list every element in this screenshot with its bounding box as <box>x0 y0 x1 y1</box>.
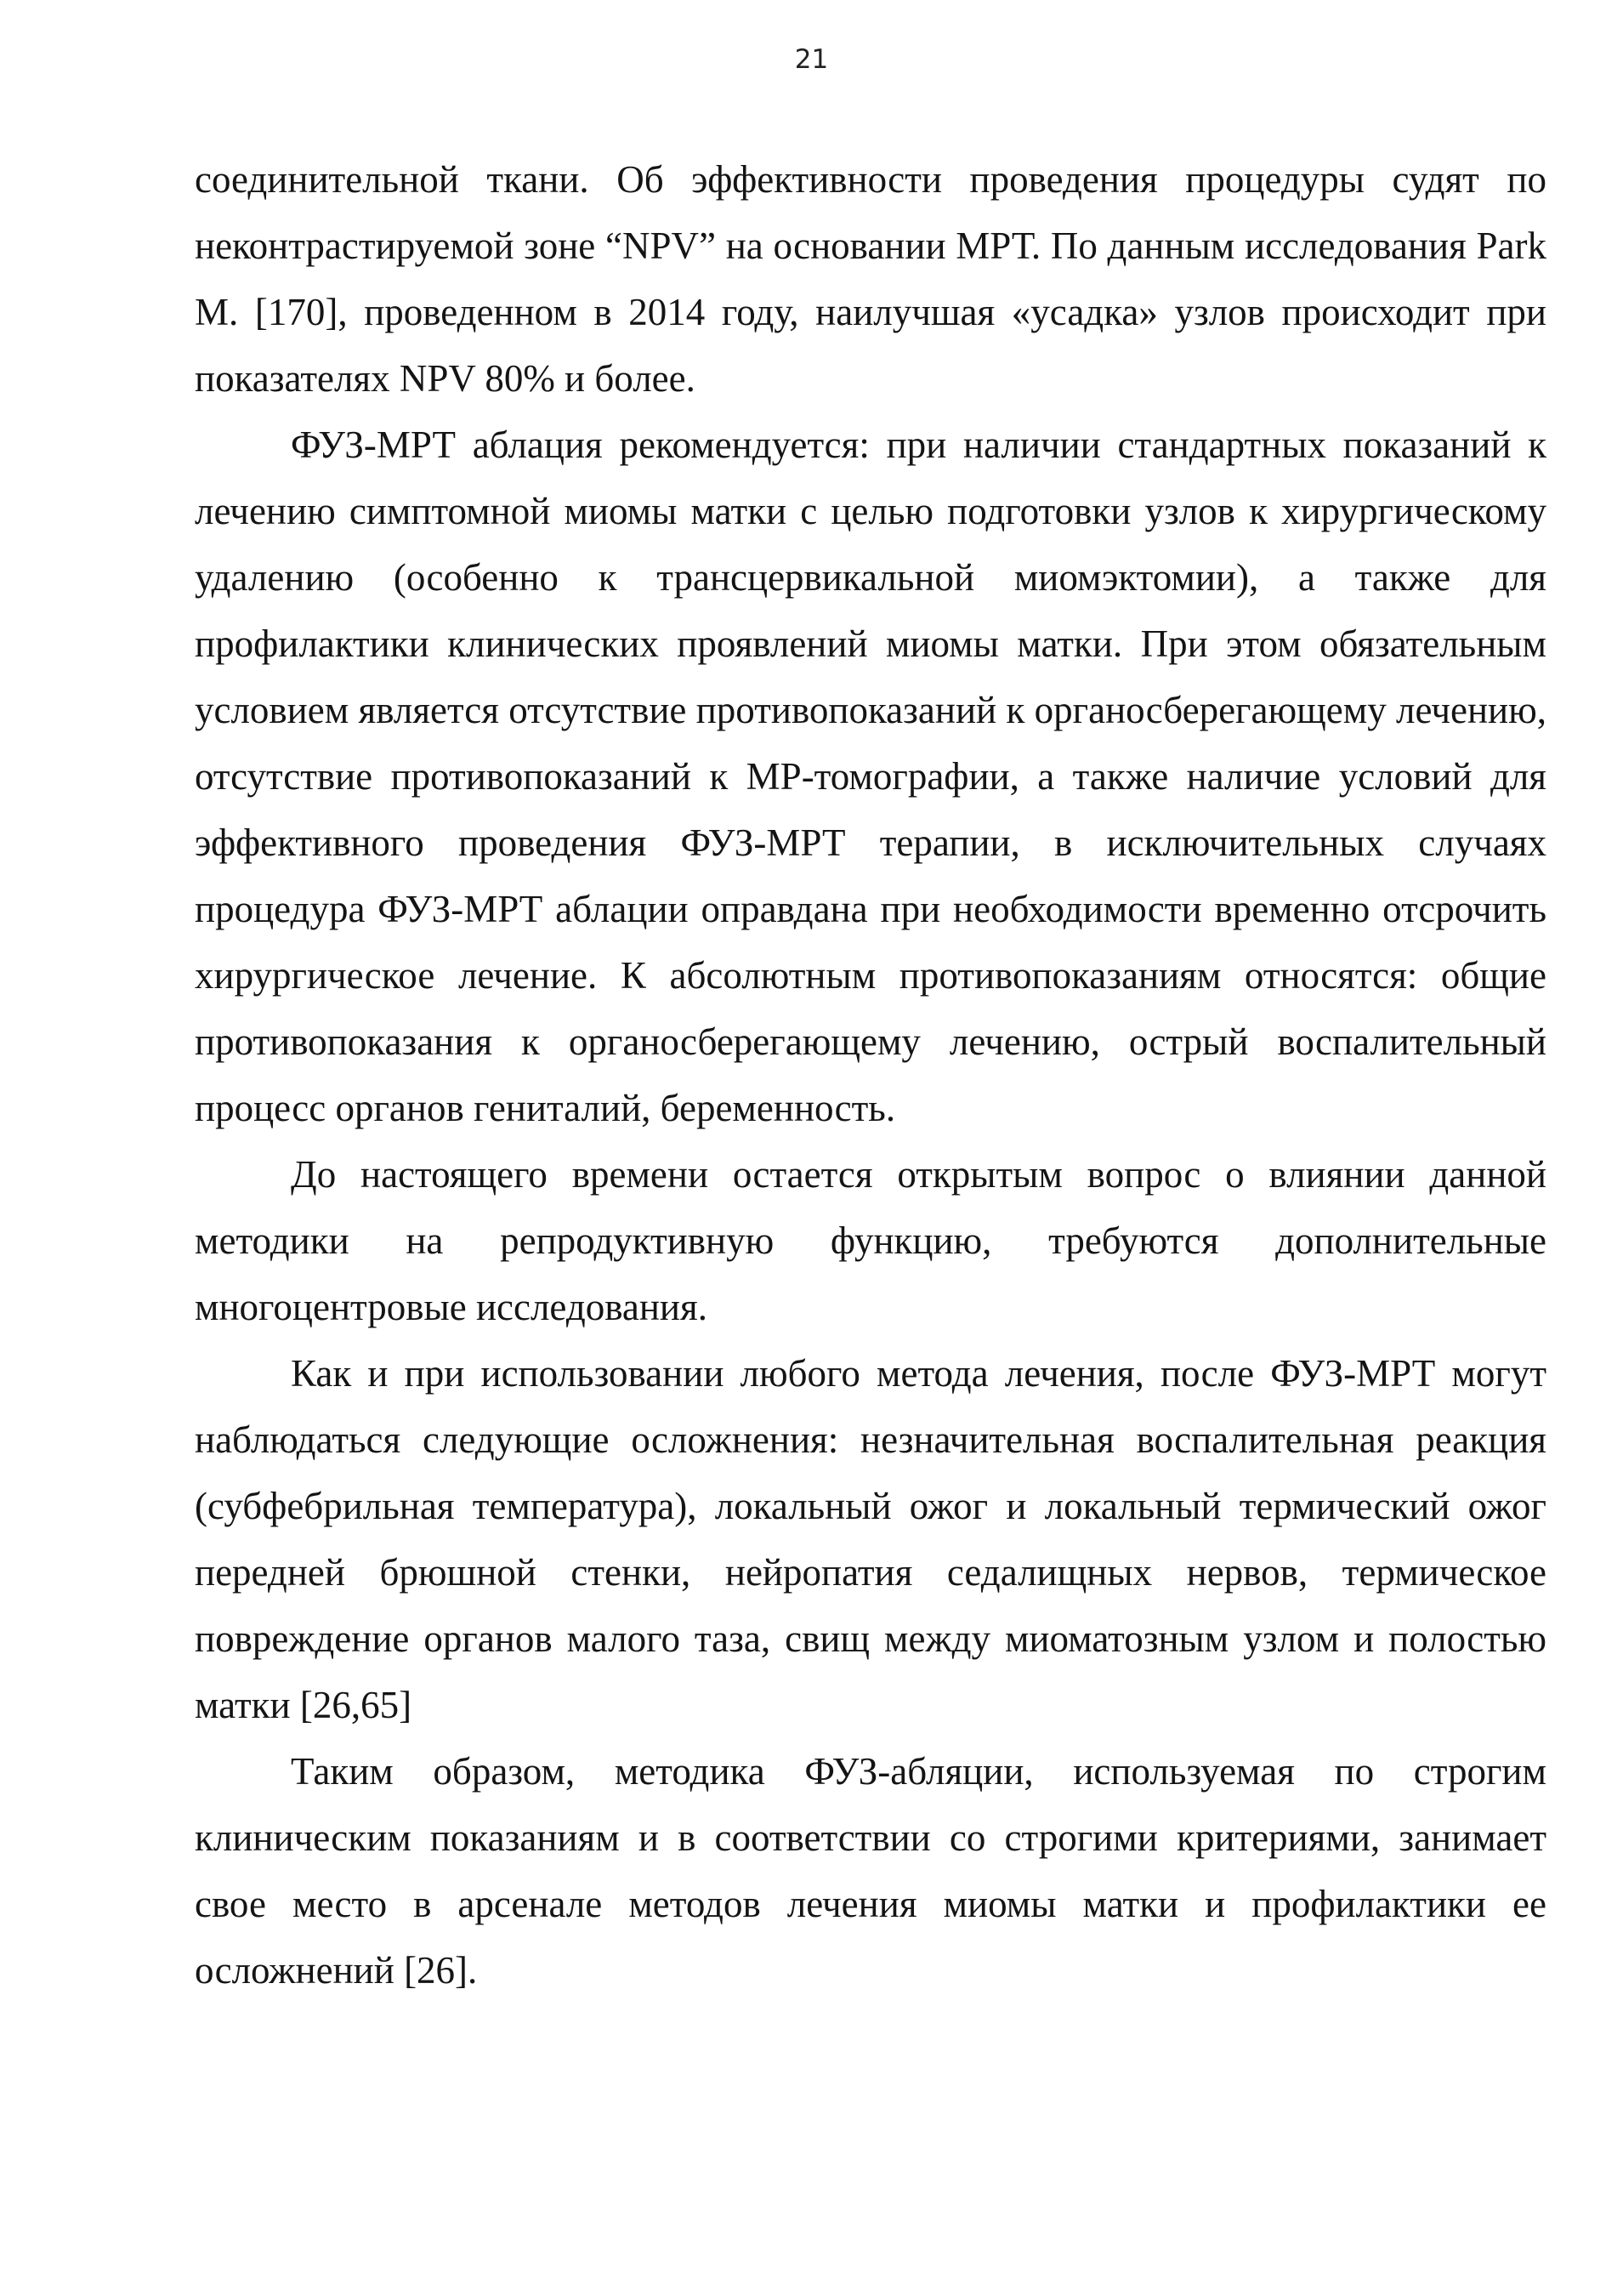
paragraph-indications: ФУЗ-МРТ аблация рекомендуется: при наличии стандартных показаний к лечению симптомной миомы матки с целью подготовки узлов к хирургическому удалению (особенно к трансцервикальной миомэктомии), а также для профилактики клинических проявлений миомы матки. При этом обязательным условием является отсутствие противопоказаний к органосберегающему лечению, отсутствие противопоказаний к МР-томографии, а также наличие условий для эффективного проведения ФУЗ-МРТ терапии, в исключительных случаях процедура ФУЗ-МРТ аблации оправдана при необходимости временно отсрочить хирургическое лечение. К абсолютным противопоказаниям относятся: общие противопоказания к органосберегающему лечению, острый воспалительный процесс органов гениталий, беременность. <box>195 423 1546 1129</box>
page-number: 21 <box>794 44 829 75</box>
paragraph-complications: Как и при использовании любого метода лечения, после ФУЗ-МРТ могут наблюдаться следующие осложнения: незначительная воспалительная реакция (субфебрильная температура), локальный ожог и локальный термический ожог передней брюшной стенки, нейропатия седалищных нервов, термическое повреждение органов малого таза, свищ между миоматозным узлом и полостью матки [26,65] <box>195 1352 1546 1726</box>
paragraph-continuation: соединительной ткани. Об эффективности проведения процедуры судят по неконтрастируемой зоне “NPV” на основании МРТ. По данным исследования Park M. [170], проведенном в 2014 году, наилучшая «усадка» узлов происходит при показателях NPV 80% и более. <box>195 158 1546 400</box>
body-text <box>195 146 1546 2003</box>
paragraph-conclusion: Таким образом, методика ФУЗ-абляции, используемая по строгим клиническим показаниям и в соответствии со строгими критериями, занимает свое место в арсенале методов лечения миомы матки и профилактики ее осложнений [26]. <box>195 1750 1546 1992</box>
paragraph-reproductive-function: До настоящего времени остается открытым вопрос о влиянии данной методики на репродуктивную функцию, требуются дополнительные многоцентровые исследования. <box>195 1153 1546 1328</box>
